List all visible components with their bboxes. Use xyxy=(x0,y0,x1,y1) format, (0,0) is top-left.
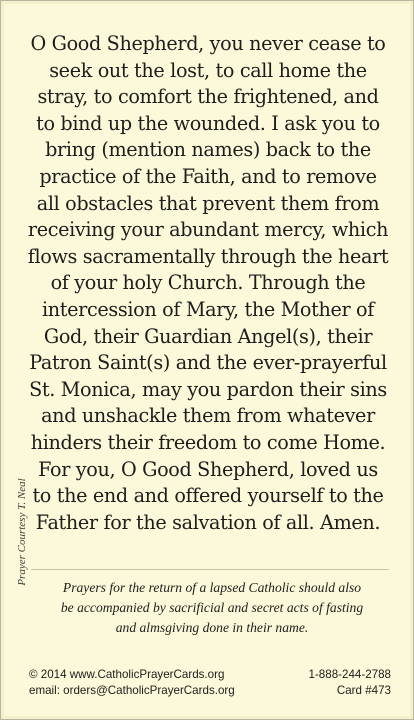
card-footer xyxy=(29,667,391,699)
prayer-line: receiving your abundant mercy, which xyxy=(27,218,389,242)
prayer-line: O Good Shepherd, you never cease to xyxy=(30,32,386,55)
prayer-line: Patron Saint(s) and the ever-prayerful xyxy=(29,351,387,375)
copyright-website: © 2014 www.CatholicPrayerCards.org xyxy=(29,668,225,681)
fasting-note xyxy=(31,578,393,638)
prayer-line: all obstacles that prevent them from xyxy=(36,191,380,215)
divider xyxy=(31,569,389,570)
prayer-line: and unshackle them from whatever xyxy=(41,404,375,428)
prayer-line: hinders their freedom to come Home. xyxy=(30,430,386,454)
prayer-credit: Prayer Courtesy T. Neal xyxy=(16,478,28,586)
prayer-line: to bind up the wounded. I ask you to xyxy=(36,111,380,135)
footer-row-2 xyxy=(29,683,391,699)
prayer-line: God, their Guardian Angel(s), their xyxy=(43,324,373,348)
email-address: email: orders@CatholicPrayerCards.org xyxy=(29,684,235,697)
prayer-text xyxy=(27,31,389,536)
note-line: and almsgiving done in their name. xyxy=(115,620,309,635)
note-line: Prayers for the return of a lapsed Catholic should also xyxy=(62,580,362,595)
prayer-line: of your holy Church. Through the xyxy=(50,271,366,295)
footer-row-1 xyxy=(29,667,391,683)
prayer-line: flows sacramentally through the heart xyxy=(27,244,389,268)
prayer-line: stray, to comfort the frightened, and xyxy=(37,85,379,109)
prayer-line: practice of the Faith, and to remove xyxy=(39,164,377,188)
prayer-line: Father for the salvation of all. Amen. xyxy=(35,510,381,534)
prayer-line: seek out the lost, to call home the xyxy=(49,58,367,82)
prayer-line: For you, O Good Shepherd, loved us xyxy=(38,457,378,481)
phone-number: 1-888-244-2788 xyxy=(308,668,391,681)
card-number: Card #473 xyxy=(336,684,391,697)
note-line: be accompanied by sacrificial and secret acts of fasting xyxy=(60,600,364,615)
prayer-line: St. Monica, may you pardon their sins xyxy=(29,377,387,401)
prayer-line: bring (mention names) back to the xyxy=(45,138,371,162)
prayer-line: to the end and offered yourself to the xyxy=(32,484,384,508)
prayer-line: intercession of Mary, the Mother of xyxy=(42,297,374,321)
